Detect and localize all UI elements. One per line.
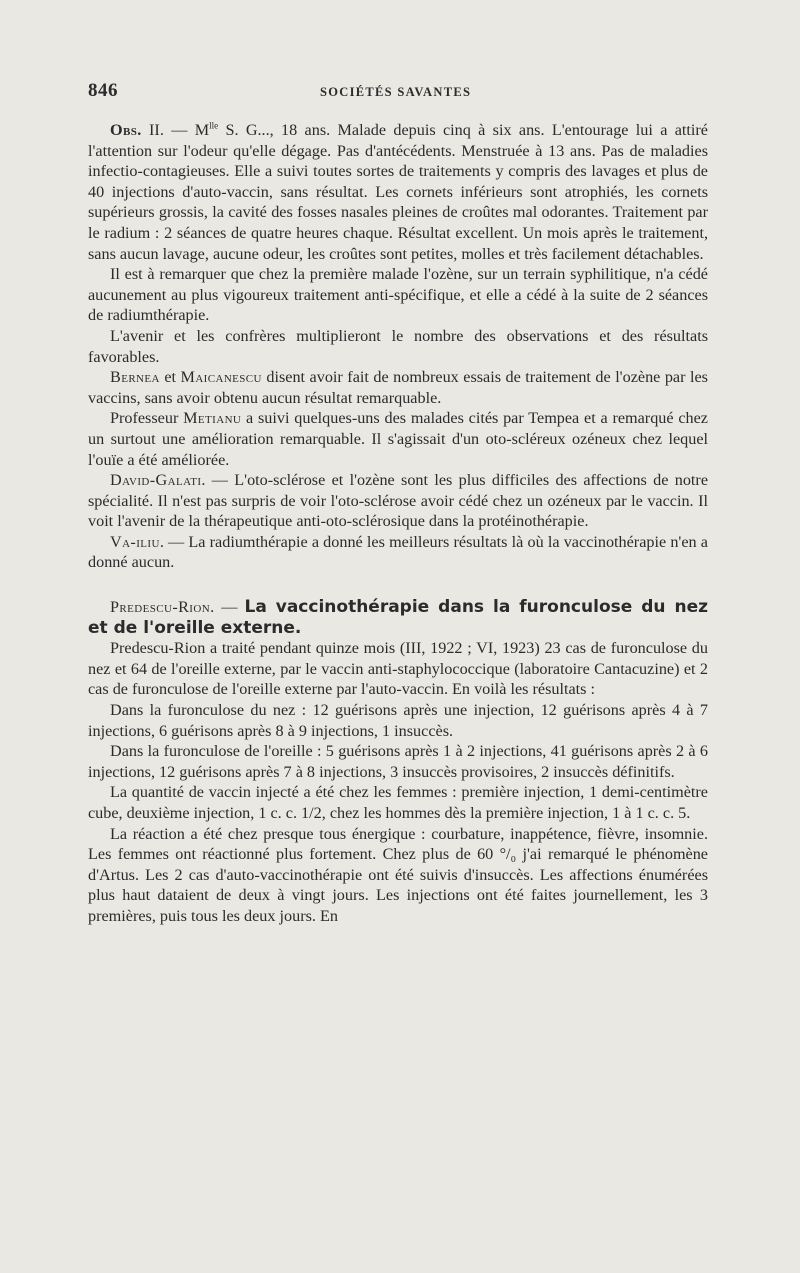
paragraph: L'avenir et les confrères multiplieront le nombre des observations et des résultats favorables.	[88, 326, 708, 366]
discussion-paragraph	[88, 470, 708, 532]
observation-paragraph	[88, 120, 708, 264]
page-number: 846	[88, 80, 118, 101]
paragraph-text: . — La radiumthérapie a donné les meilleurs résultats là où la vaccinothérapie n'en a donné aucun.	[88, 532, 708, 572]
section-author: Predescu-Rion	[110, 598, 211, 617]
obs-title-superscript: lle	[209, 120, 219, 131]
speaker-name: Metianu	[183, 409, 242, 428]
paragraph: La quantité de vaccin injecté a été chez les femmes : première injection, 1 demi-centimètre cube, deuxième injection, 1 c. c. 1/2, chez les hommes dès la première injection, 1 à 1 c. c. 5.	[88, 783, 708, 822]
speaker-name: David-Galati	[110, 471, 202, 490]
discussion-paragraph	[88, 408, 708, 470]
running-head: SOCIÉTÉS SAVANTES	[320, 85, 472, 99]
paragraph: Dans la furonculose de l'oreille : 5 guérisons après 1 à 2 injections, 41 guérisons après 2 à 6 injections, 12 guérisons après 7 à 8 injections, 3 insuccès provisoires, 2 insuccès définitifs.	[88, 742, 708, 781]
obs-text: S. G..., 18 ans. Malade depuis cinq à six ans. L'entourage lui a attiré l'attention sur l'odeur qu'elle dégage. Pas d'antécédents. Menstruée à 13 ans. Pas de maladies infectio-contagieuses. Elle a suivi toutes sortes de traitements y compris des lavages et plus de 40 injections d'auto-vaccin, sans résultat. Les cornets inférieurs sont atrophiés, les cornets supérieurs grossis, la cavité des fosses nasales pleines de croûtes mal odorantes. Traitement par le radium : 2 séances de quatre heures chaque. Résultat excellent. Un mois après le traitement, sans aucun lavage, aucune odeur, les croûtes sont petites, molles et très facilement détachables.	[88, 121, 708, 263]
section-dash: . —	[210, 598, 245, 617]
section-heading	[88, 597, 708, 638]
body-text	[88, 120, 708, 927]
page-header	[88, 80, 708, 104]
paragraph: Dans la furonculose du nez : 12 guérisons après une injection, 12 guérisons après 4 à 7 injections, 6 guérisons après 8 à 9 injections, 1 insuccès.	[88, 701, 708, 740]
prefix-text: Professeur	[110, 409, 184, 428]
section-spacer	[88, 573, 708, 597]
obs-number: II. — M	[141, 121, 210, 139]
speaker-name: Bernea	[110, 368, 160, 387]
paragraph-text: a suivi quelques-uns des malades cités par Tempea et a remarqué chez un surtout une amélioration remarquable. Il s'agissait d'un oto-scléreux ozéneux chez lequel l'ouïe a été améliorée.	[88, 409, 708, 469]
speaker-name: Va-iliu	[110, 532, 160, 551]
obs-label: Obs.	[110, 121, 142, 139]
paragraph: Il est à remarquer que chez la première malade l'ozène, sur un terrain syphilitique, n'a cédé aucunement au plus vigoureux traitement anti-spécifique, et elle a cédé à la suite de 2 séances de radiumthérapie.	[88, 265, 708, 325]
paragraph-text: disent avoir fait de nombreux essais de traitement de l'ozène par les vaccins, sans avoir obtenu aucun résultat remarquable.	[88, 368, 708, 407]
discussion-paragraph	[88, 367, 708, 408]
section-title: La vaccinothérapie dans la furonculose du nez et de l'oreille externe.	[88, 597, 708, 638]
paragraph-text: . — L'oto-sclérose et l'ozène sont les plus difficiles des affections de notre spécialité. Il n'est pas surpris de voir l'oto-sclérose avoir cédé chez un ozéneux par le vaccin. Il voit l'avenir de la thérapeutique anti-oto-sclérosique dans la protéinothérapie.	[88, 471, 708, 531]
paragraph: Predescu-Rion a traité pendant quinze mois (III, 1922 ; VI, 1923) 23 cas de furonculose du nez et 64 de l'oreille externe, par le vaccin anti-staphylococcique (laboratoire Cantacuzine) et 2 cas de furonculose de l'oreille externe par l'auto-vaccin. En voilà les résultats :	[88, 639, 708, 699]
paragraph: La réaction a été chez presque tous énergique : courbature, inappétence, fièvre, insomnie. Les femmes ont réactionné plus fortement. Chez plus de 60 °/₀ j'ai remarqué le phénomène d'Artus. Les 2 cas d'auto-vaccinothérapie ont été suivis d'insuccès. Les affections énumérées plus haut dataient de deux à vingt jours. Les injections ont été faites journellement, les 3 premières, puis tous les deux jours. En	[88, 824, 708, 925]
connector-text: et	[159, 368, 181, 387]
speaker-name: Maicanescu	[180, 368, 262, 387]
discussion-paragraph	[88, 532, 708, 573]
